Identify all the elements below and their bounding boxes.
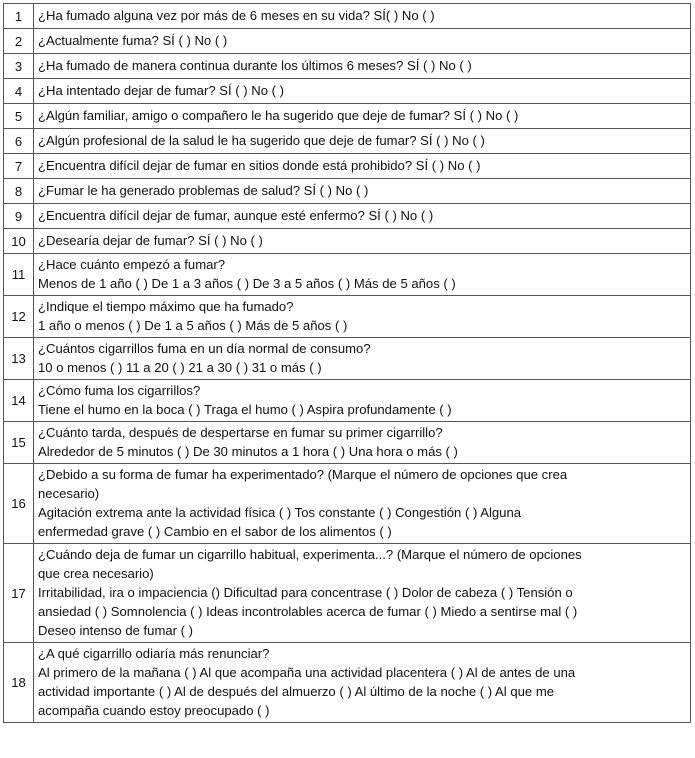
question-text: [34, 422, 691, 464]
question-text-line: ¿Actualmente fuma? SÍ ( ) No ( ): [38, 33, 228, 48]
question-row: [4, 129, 691, 154]
question-text-line: ¿Indique el tiempo máximo que ha fumado?: [38, 299, 294, 314]
question-text-line: ¿Encuentra difícil dejar de fumar, aunque esté enfermo? SÍ ( ) No ( ): [38, 208, 434, 223]
question-number: 4: [4, 79, 34, 104]
question-text: [34, 129, 691, 154]
question-text-line: ¿Algún profesional de la salud le ha sugerido que deje de fumar? SÍ ( ) No ( ): [38, 133, 485, 148]
question-number: 16: [4, 464, 34, 544]
question-number: 13: [4, 338, 34, 380]
question-row: [4, 4, 691, 29]
question-row: [4, 296, 691, 338]
question-number: 6: [4, 129, 34, 154]
question-text-line: ¿Cuándo deja de fumar un cigarrillo habitual, experimenta...? (Marque el número de opciones: [38, 547, 582, 562]
question-number: 18: [4, 643, 34, 723]
question-number: 8: [4, 179, 34, 204]
question-row: [4, 204, 691, 229]
question-text-line: ¿Ha intentado dejar de fumar? SÍ ( ) No ( ): [38, 83, 284, 98]
question-text-line: Tiene el humo en la boca ( ) Traga el humo ( ) Aspira profundamente ( ): [38, 402, 452, 417]
question-row: [4, 104, 691, 129]
question-text-line: ¿Desearía dejar de fumar? SÍ ( ) No ( ): [38, 233, 263, 248]
question-number: 3: [4, 54, 34, 79]
question-row: [4, 54, 691, 79]
question-text: [34, 204, 691, 229]
question-row: [4, 544, 691, 643]
question-number: 1: [4, 4, 34, 29]
question-text: [34, 380, 691, 422]
question-number: 9: [4, 204, 34, 229]
question-number: 2: [4, 29, 34, 54]
question-text: [34, 104, 691, 129]
question-text-line: ¿Ha fumado alguna vez por más de 6 meses en su vida? SÍ( ) No ( ): [38, 8, 435, 23]
question-text-line: Alrededor de 5 minutos ( ) De 30 minutos a 1 hora ( ) Una hora o más ( ): [38, 444, 458, 459]
question-number: 14: [4, 380, 34, 422]
question-text-line: necesario): [38, 486, 100, 501]
question-text-line: Irritabilidad, ira o impaciencia () Dificultad para concentrase ( ) Dolor de cabeza ( ) Tensión o: [38, 585, 573, 600]
question-text: [34, 643, 691, 723]
question-number: 5: [4, 104, 34, 129]
question-row: [4, 179, 691, 204]
question-row: [4, 643, 691, 723]
question-text: [34, 464, 691, 544]
question-row: [4, 79, 691, 104]
question-number: 17: [4, 544, 34, 643]
question-text-line: ¿Debido a su forma de fumar ha experimentado? (Marque el número de opciones que crea: [38, 467, 568, 482]
question-number: 12: [4, 296, 34, 338]
question-text-line: Agitación extrema ante la actividad física ( ) Tos constante ( ) Congestión ( ) Alguna: [38, 505, 522, 520]
question-text-line: ¿Algún familiar, amigo o compañero le ha sugerido que deje de fumar? SÍ ( ) No ( ): [38, 108, 519, 123]
question-text-line: ¿Ha fumado de manera continua durante los últimos 6 meses? SÍ ( ) No ( ): [38, 58, 472, 73]
question-row: [4, 464, 691, 544]
question-number: 15: [4, 422, 34, 464]
question-text: [34, 4, 691, 29]
question-text: [34, 254, 691, 296]
question-row: [4, 254, 691, 296]
question-row: [4, 29, 691, 54]
question-text-line: enfermedad grave ( ) Cambio en el sabor de los alimentos ( ): [38, 524, 392, 539]
question-text: [34, 54, 691, 79]
question-row: [4, 229, 691, 254]
question-text: [34, 179, 691, 204]
question-text-line: ¿Encuentra difícil dejar de fumar en sitios donde está prohibido? SÍ ( ) No ( ): [38, 158, 481, 173]
question-text-line: ¿Cómo fuma los cigarrillos?: [38, 383, 201, 398]
question-text-line: 1 año o menos ( ) De 1 a 5 años ( ) Más de 5 años ( ): [38, 318, 348, 333]
question-text: [34, 79, 691, 104]
question-number: 11: [4, 254, 34, 296]
question-text-line: que crea necesario): [38, 566, 154, 581]
question-text: [34, 338, 691, 380]
question-row: [4, 380, 691, 422]
question-text-line: ansiedad ( ) Somnolencia ( ) Ideas incontrolables acerca de fumar ( ) Miedo a sentirse mal ( ): [38, 604, 578, 619]
question-row: [4, 422, 691, 464]
question-text-line: ¿Fumar le ha generado problemas de salud? SÍ ( ) No ( ): [38, 183, 369, 198]
question-text: [34, 29, 691, 54]
questionnaire-body: [4, 4, 691, 723]
question-text: [34, 154, 691, 179]
question-text: [34, 544, 691, 643]
questionnaire-table: [3, 3, 691, 723]
question-text-line: ¿Hace cuánto empezó a fumar?: [38, 257, 226, 272]
question-text-line: ¿A qué cigarrillo odiaría más renunciar?: [38, 646, 270, 661]
question-text-line: ¿Cuántos cigarrillos fuma en un día normal de consumo?: [38, 341, 371, 356]
question-text-line: actividad importante ( ) Al de después del almuerzo ( ) Al último de la noche ( ) Al que me: [38, 684, 555, 699]
question-row: [4, 154, 691, 179]
question-text-line: acompaña cuando estoy preocupado ( ): [38, 703, 270, 718]
question-text: [34, 296, 691, 338]
question-text-line: Al primero de la mañana ( ) Al que acompaña una actividad placentera ( ) Al de antes de una: [38, 665, 576, 680]
question-number: 7: [4, 154, 34, 179]
question-text-line: ¿Cuánto tarda, después de despertarse en fumar su primer cigarrillo?: [38, 425, 443, 440]
question-row: [4, 338, 691, 380]
question-text-line: Menos de 1 año ( ) De 1 a 3 años ( ) De 3 a 5 años ( ) Más de 5 años ( ): [38, 276, 456, 291]
question-text-line: Deseo intenso de fumar ( ): [38, 623, 194, 638]
question-text: [34, 229, 691, 254]
question-number: 10: [4, 229, 34, 254]
question-text-line: 10 o menos ( ) 11 a 20 ( ) 21 a 30 ( ) 31 o más ( ): [38, 360, 322, 375]
